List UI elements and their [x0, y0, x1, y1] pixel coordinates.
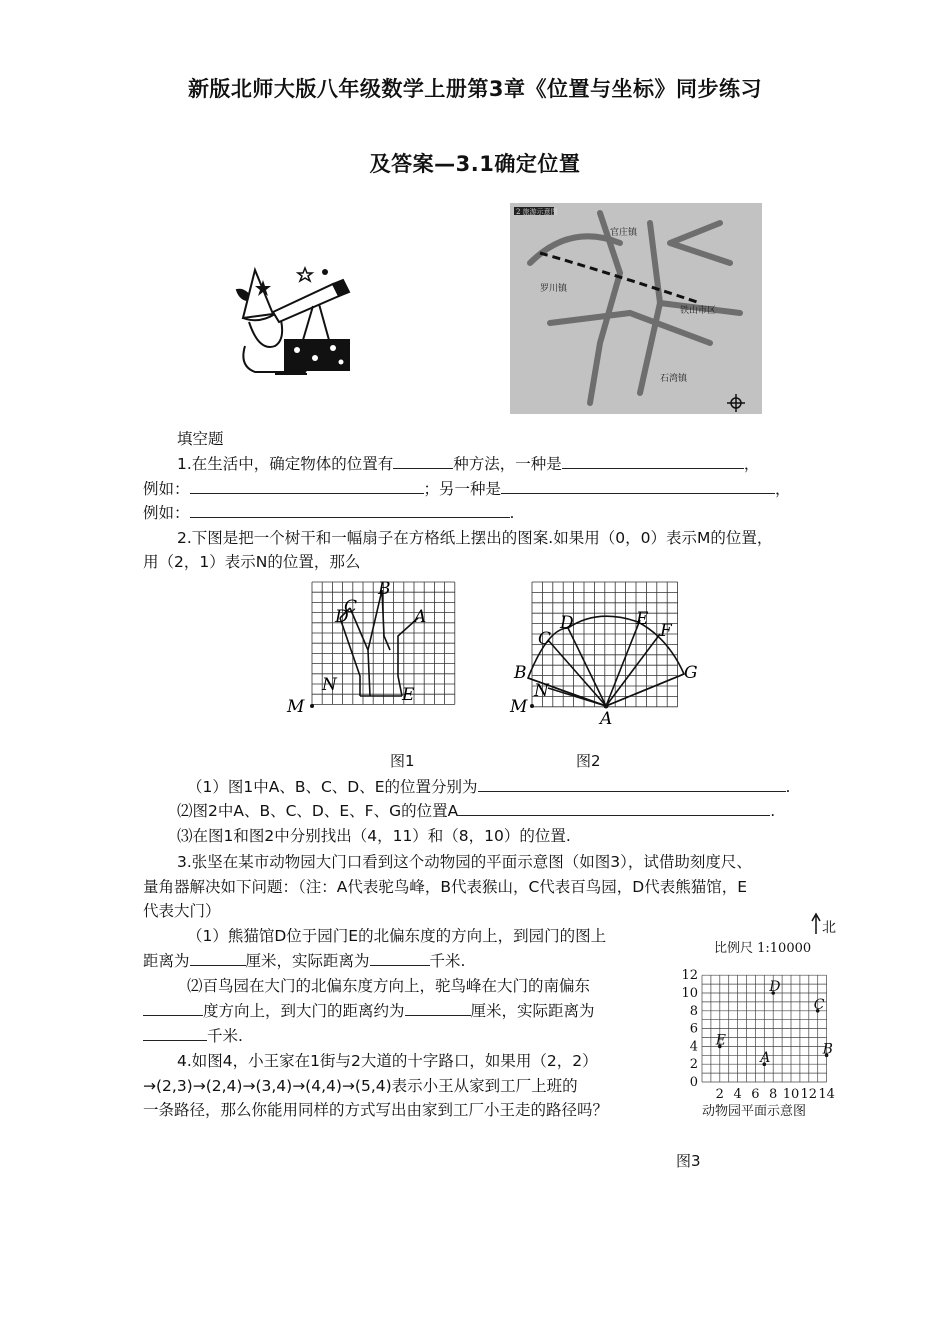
q3-s2-text-b: 厘米，实际距离为: [470, 1002, 595, 1020]
x-tick-label: 12: [800, 1087, 818, 1102]
y-tick-label: 12: [681, 968, 698, 984]
q4-line3: 一条路径，那么你能用同样的方式写出由家到工厂小王走的路径吗？: [143, 1101, 609, 1119]
x-tick-label: 14: [818, 1087, 835, 1102]
q2-sub3: ⑶在图1和图2中分别找出（4，11）和（8，10）的位置.: [177, 827, 571, 845]
wizard-telescope-illustration: [215, 262, 365, 382]
q3-line3: 代表大门）: [143, 902, 221, 920]
y-tick-label: 8: [689, 1003, 698, 1019]
q1-blank-method2[interactable]: [501, 478, 775, 494]
fig2-label-a: A: [600, 709, 613, 728]
fig3-caption: 图3: [676, 1152, 701, 1170]
page-subtitle: 及答案—3.1确定位置: [369, 152, 581, 176]
q1-blank-count[interactable]: [393, 453, 453, 469]
fig1-label-a: A: [414, 607, 427, 627]
x-tick-label: 2: [715, 1087, 724, 1102]
fig1-label-d: D: [335, 607, 349, 627]
fig1-label-e: E: [402, 685, 415, 705]
q3-s1-text-c: 千米.: [429, 952, 466, 970]
fig1-label-n: N: [322, 675, 337, 695]
q2-sub2: ⑵图2中A、B、C、D、E、F、G的位置A .: [177, 802, 776, 820]
q3-s2-line1: ⑵百鸟园在大门的北偏东度方向上，驼鸟峰在大门的南偏东: [187, 977, 591, 995]
fig2-label-c: C: [538, 629, 552, 649]
north-arrow: [812, 914, 820, 934]
fig2-label-d: D: [560, 613, 574, 633]
q1-blank-example2[interactable]: [190, 502, 510, 518]
q1-text: 1.在生活中，确定物体的位置有: [177, 455, 394, 473]
q3-s1-text-b: 厘米，实际距离为: [245, 952, 370, 970]
fig2-label-e: E: [636, 609, 649, 629]
figure-1-tree: [282, 578, 472, 718]
point-label-d: D: [769, 979, 781, 995]
x-tick-label: 4: [733, 1087, 742, 1102]
q3-s2-blank-angle[interactable]: [143, 1000, 203, 1016]
fig2-label-n: N: [534, 681, 549, 701]
fig2-label-f: F: [660, 621, 672, 641]
q1-line3: 例如： .: [143, 504, 515, 522]
map-header: 2 旅游示意图: [516, 208, 558, 216]
point-label-e: E: [715, 1032, 727, 1049]
q3-s2-line2: [143, 1000, 595, 1022]
fig1-caption: 图1: [390, 752, 415, 770]
q3-s2-text-c: 千米.: [207, 1027, 243, 1045]
q2-sub1-blank[interactable]: [478, 776, 786, 792]
page-title: 新版北师大版八年级数学上册第3章《位置与坐标》同步练习: [187, 77, 763, 101]
q4-line1: 4.如图4，小王家在1街与2大道的十字路口，如果用（2，2）: [177, 1052, 598, 1070]
q1-text-b: 种方法，一种是: [453, 455, 562, 473]
q1-text-d: 例如：: [143, 480, 190, 498]
q2-line2: 用（2，1）表示N的位置，那么: [143, 553, 361, 571]
y-tick-label: 0: [689, 1075, 698, 1090]
q1-line1: [177, 453, 759, 475]
q1-line2: [143, 478, 791, 500]
q3-s1-line2: [143, 950, 465, 972]
fig2-label-b: B: [514, 663, 527, 683]
fig2-label-m: M: [510, 697, 528, 717]
point-label-a: A: [760, 1050, 771, 1067]
q2-line1: 2.下图是把一个树干和一幅扇子在方格纸上摆出的图案.如果用（0，0）表示M的位置，: [177, 529, 773, 547]
q3-s2-blank-real[interactable]: [143, 1025, 207, 1041]
fig2-label-g: G: [684, 663, 698, 683]
q1-text-f: ，: [775, 480, 791, 498]
x-tick-label: 8: [769, 1087, 778, 1102]
q3-line2: 量角器解决如下问题：（注：A代表驼鸟峰，B代表猴山，C代表百鸟园，D代表熊猫馆，E: [143, 878, 748, 896]
y-tick-label: 2: [689, 1057, 698, 1073]
zoo-map-caption: 动物园平面示意图: [702, 1104, 807, 1119]
q1-text-e: ；另一种是: [423, 480, 502, 498]
tourist-map-photo: [510, 203, 762, 414]
q2-sub2-text: ⑵图2中A、B、C、D、E、F、G的位置A: [177, 802, 459, 820]
q1-blank-example1[interactable]: [190, 478, 424, 494]
q3-s1-line1: （1）熊猫馆D位于园门E的北偏东度的方向上，到园门的图上: [187, 927, 607, 945]
q3-s1-blank-map[interactable]: [190, 950, 246, 966]
q4-line2: →(2,3)→(2,4)→(3,4)→(4,4)→(5,4)表示小王从家到工厂上班的: [143, 1077, 578, 1095]
y-tick-label: 6: [689, 1021, 698, 1037]
map-place-4: 石湾镇: [660, 374, 688, 384]
q2-sub2-blank[interactable]: [458, 800, 770, 816]
q3-s2-line3: [143, 1025, 243, 1047]
y-tick-label: 4: [689, 1039, 698, 1055]
figure-2-fan: [508, 578, 708, 728]
north-label: 北: [822, 920, 836, 936]
q2-sub1-text: （1）图1中A、B、C、D、E的位置分别为: [187, 778, 478, 796]
map-place-1: 官庄镇: [610, 228, 638, 238]
fig1-label-c: C: [344, 597, 358, 617]
q3-s1-blank-real[interactable]: [370, 950, 430, 966]
q3-line1: 3.张坚在某市动物园大门口看到这个动物园的平面示意图（如图3），试借助刻度尺、: [177, 853, 752, 871]
fig1-label-m: M: [287, 697, 305, 717]
figure-3-zoo-map: [672, 910, 847, 1125]
q1-text-c: ，: [743, 455, 760, 473]
q1-blank-method1[interactable]: [562, 453, 744, 469]
q3-s2-text-a: 度方向上，到大门的距离约为: [203, 1002, 405, 1020]
fig1-label-b: B: [378, 579, 391, 599]
q2-sub1: （1）图1中A、B、C、D、E的位置分别为 .: [187, 778, 791, 796]
scale-label: 比例尺 1:10000: [714, 941, 812, 956]
section-heading: 填空题: [177, 430, 224, 448]
q3-s1-text-a: 距离为: [143, 952, 190, 970]
x-tick-label: 6: [751, 1087, 760, 1102]
map-place-3: 铁山市区: [680, 306, 717, 316]
x-tick-label: 10: [782, 1087, 800, 1102]
y-tick-label: 10: [681, 986, 698, 1001]
point-label-b: B: [822, 1041, 833, 1058]
point-label-c: C: [813, 996, 825, 1013]
q3-s2-blank-map[interactable]: [405, 1000, 471, 1016]
fig2-caption: 图2: [576, 752, 601, 770]
q1-text-g: 例如：: [143, 504, 190, 522]
map-place-2: 罗川镇: [540, 284, 568, 294]
